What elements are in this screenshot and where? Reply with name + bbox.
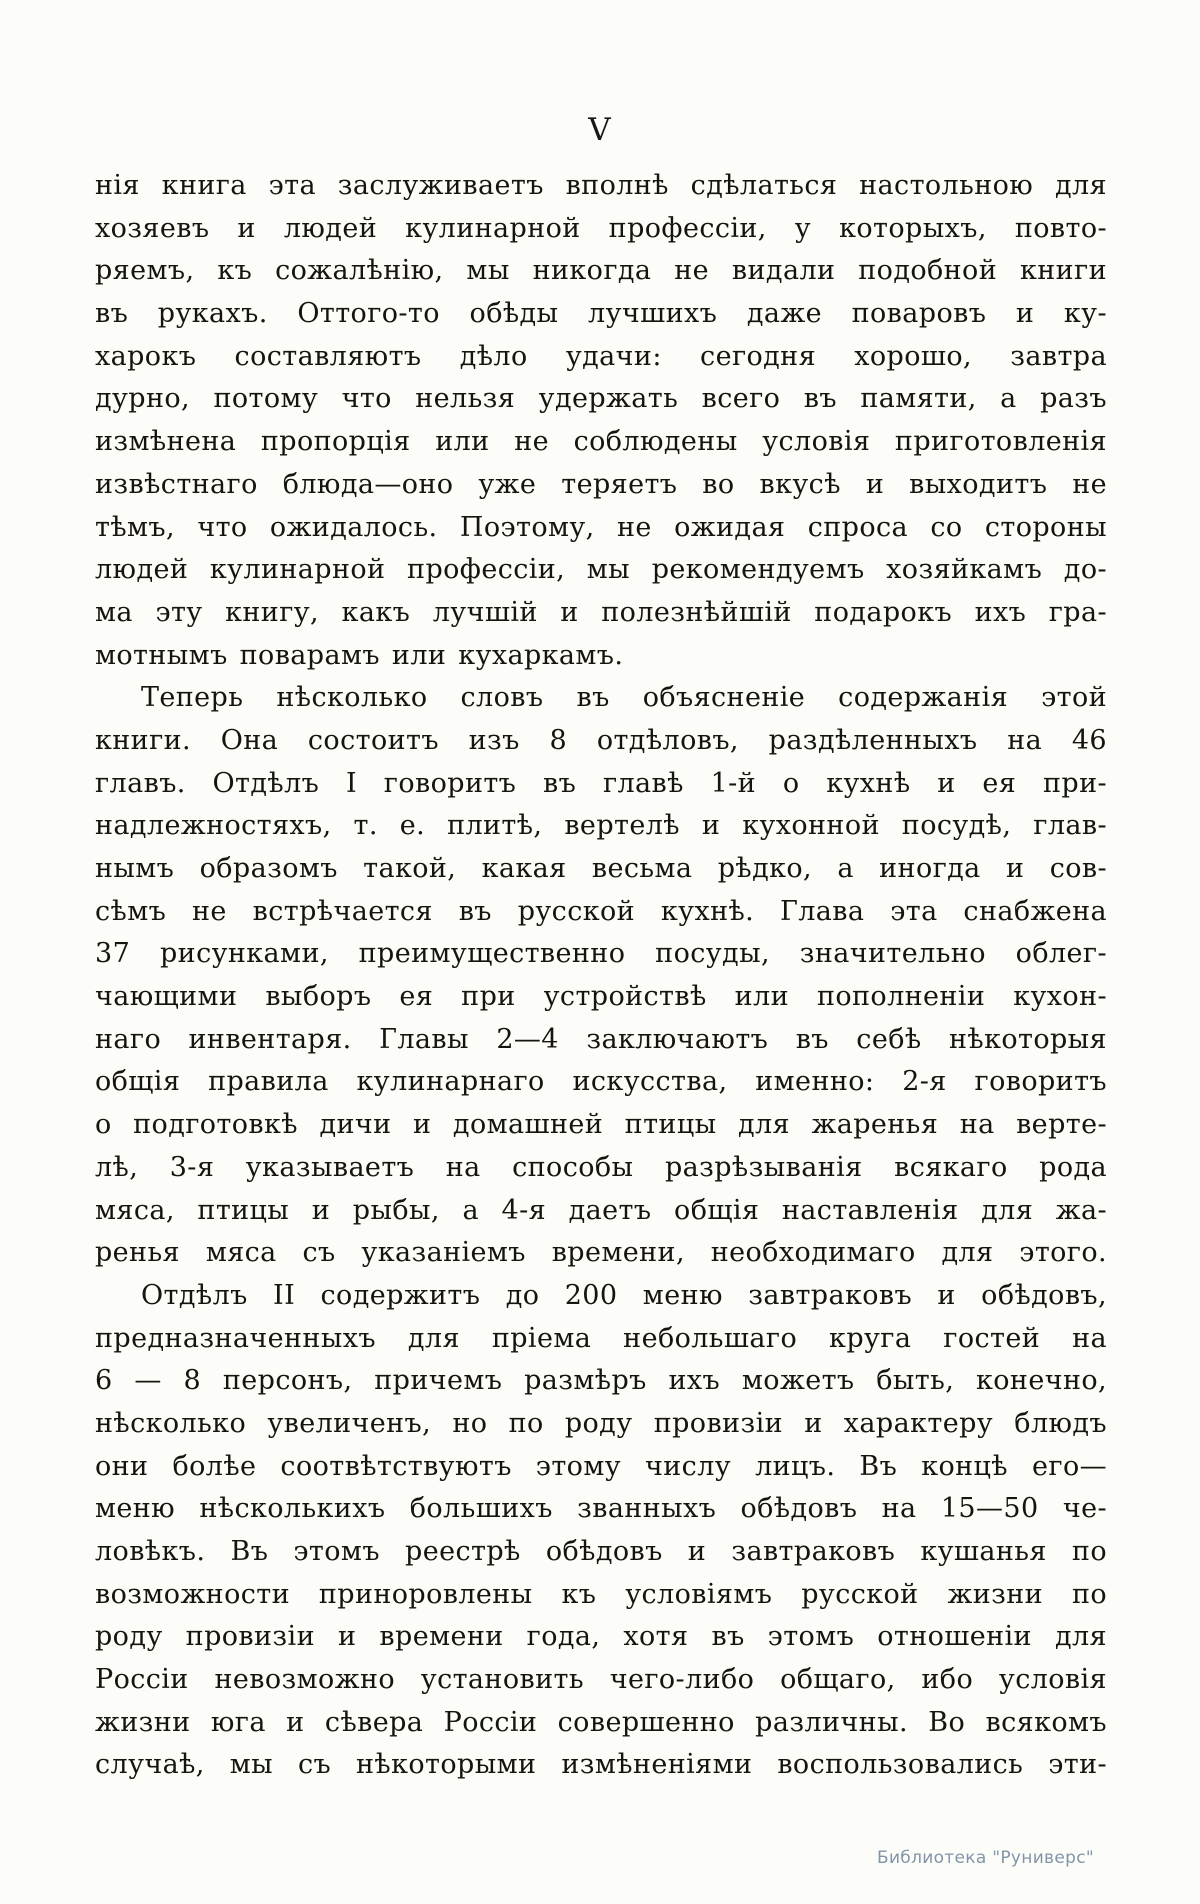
text-line: ловѣкъ. Въ этомъ реестрѣ обѣдовъ и завтраковъ кушанья по <box>95 1536 1107 1567</box>
text-line: сѣмъ не встрѣчается въ русской кухнѣ. Глава эта снабжена <box>95 895 1107 927</box>
text-line: наго инвентаря. Главы 2—4 заключаютъ въ себѣ нѣкоторыя <box>95 1023 1107 1055</box>
text-line: Теперь нѣсколько словъ въ объясненіе содержанія этой <box>141 682 1107 714</box>
text-line: роду провизіи и времени года, хотя въ этомъ отношеніи для <box>95 1621 1107 1653</box>
page-number: V <box>588 112 612 148</box>
text-line: возможности приноровлены къ условіямъ русской жизни по <box>95 1578 1107 1610</box>
text-line: Отдѣлъ II содержитъ до 200 меню завтраковъ и обѣдовъ, <box>141 1279 1107 1311</box>
text-line: нымъ образомъ такой, какая весьма рѣдко, а иногда и сов- <box>95 853 1107 884</box>
text-line: мотнымъ поварамъ или кухаркамъ. <box>95 639 624 671</box>
text-line: нія книга эта заслуживаетъ вполнѣ сдѣлаться настольною для <box>95 170 1107 201</box>
text-line: надлежностяхъ, т. е. плитѣ, вертелѣ и кухонной посудѣ, глав- <box>95 810 1107 842</box>
text-line: нѣсколько увеличенъ, но по роду провизіи и характеру блюдъ <box>95 1407 1107 1439</box>
text-line: дурно, потому что нельзя удержать всего въ памяти, а разъ <box>95 383 1107 415</box>
text-line: тѣмъ, что ожидалось. Поэтому, не ожидая спроса со стороны <box>95 511 1107 543</box>
text-line: ренья мяса съ указаніемъ времени, необходимаго для этого. <box>95 1237 1107 1269</box>
text-line: 37 рисунками, преимущественно посуды, значительно облег- <box>95 938 1107 970</box>
text-line: 6 — 8 персонъ, причемъ размѣръ ихъ можетъ быть, конечно, <box>95 1365 1107 1397</box>
text-line: харокъ составляютъ дѣло удачи: сегодня хорошо, завтра <box>95 340 1107 372</box>
text-line: въ рукахъ. Оттого-то обѣды лучшихъ даже поваровъ и ку- <box>95 298 1107 330</box>
text-line: они болѣе соотвѣтствуютъ этому числу лицъ. Въ концѣ его— <box>95 1450 1107 1482</box>
text-line: меню нѣсколькихъ большихъ званныхъ обѣдовъ на 15—50 че- <box>95 1493 1107 1525</box>
text-line: главъ. Отдѣлъ I говоритъ въ главѣ 1-й о кухнѣ и ея при- <box>95 767 1107 799</box>
text-line: мяса, птицы и рыбы, а 4-я даетъ общія наставленія для жа- <box>95 1194 1107 1226</box>
text-line: случаѣ, мы съ нѣкоторыми измѣненіями воспользовались эти- <box>95 1749 1107 1781</box>
text-line: ряемъ, къ сожалѣнію, мы никогда не видали подобной книги <box>95 255 1107 287</box>
text-line: о подготовкѣ дичи и домашней птицы для жаренья на верте- <box>95 1109 1107 1141</box>
text-line: извѣстнаго блюда—оно уже теряетъ во вкусѣ и выходитъ не <box>95 468 1107 500</box>
text-line: чающими выборъ ея при устройствѣ или пополненіи кухон- <box>95 981 1107 1013</box>
text-line: хозяевъ и людей кулинарной профессіи, у которыхъ, повто- <box>95 212 1107 244</box>
text-line: Россіи невозможно установить чего-либо общаго, ибо условія <box>95 1664 1107 1696</box>
text-line: лѣ, 3-я указываетъ на способы разрѣзыванія всякаго рода <box>95 1151 1107 1183</box>
text-line: людей кулинарной профессіи, мы рекомендуемъ хозяйкамъ до- <box>95 554 1107 586</box>
text-line: жизни юга и сѣвера Россіи совершенно различны. Во всякомъ <box>95 1706 1107 1738</box>
text-line: предназначенныхъ для пріема небольшаго круга гостей на <box>95 1322 1107 1354</box>
text-line: ма эту книгу, какъ лучшій и полезнѣйшій подарокъ ихъ гра- <box>95 596 1107 628</box>
text-line: книги. Она состоитъ изъ 8 отдѣловъ, раздѣленныхъ на 46 <box>95 724 1107 756</box>
text-line: измѣнена пропорція или не соблюдены условія приготовленія <box>95 426 1107 458</box>
body-text <box>95 165 1107 1787</box>
library-watermark: Библиотека "Руниверс" <box>877 1848 1094 1868</box>
text-line: общія правила кулинарнаго искусства, именно: 2-я говоритъ <box>95 1066 1107 1098</box>
